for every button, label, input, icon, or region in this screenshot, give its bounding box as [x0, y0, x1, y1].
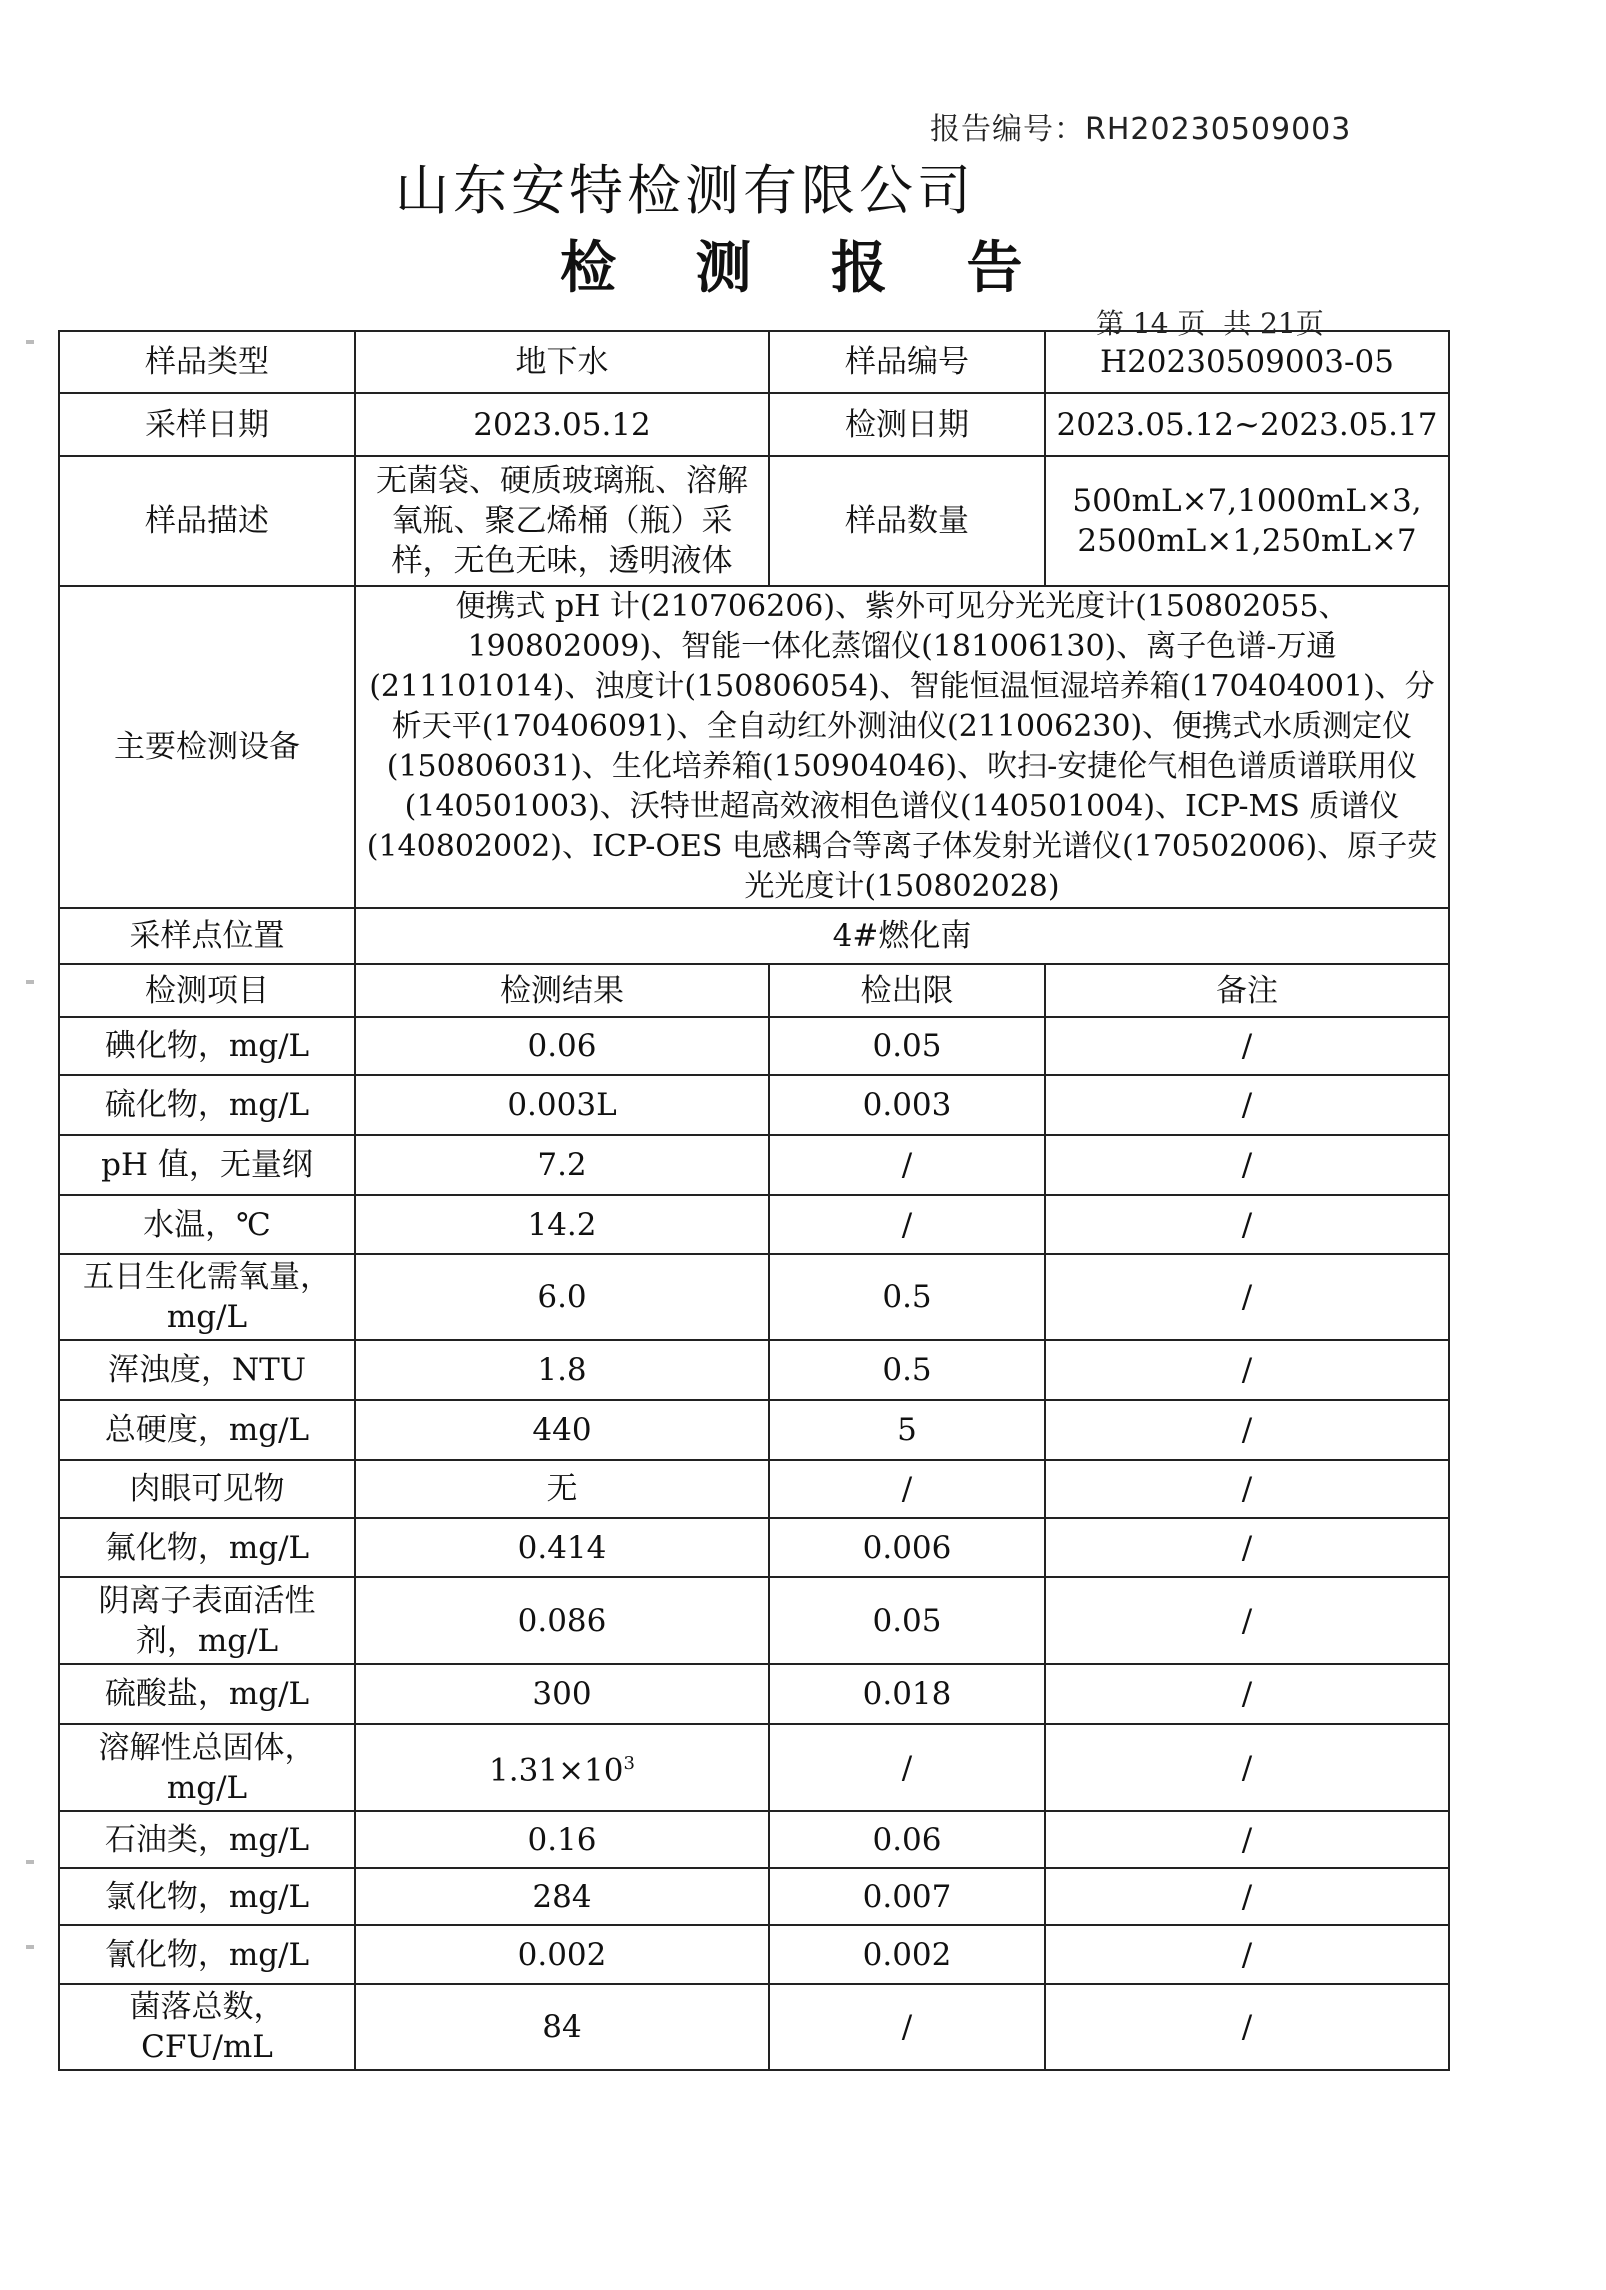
result-base: 1.31×10 — [489, 1752, 624, 1789]
remark: / — [1045, 1135, 1449, 1195]
report-title: 检 测 报 告 — [560, 236, 1053, 301]
detection-limit: / — [769, 1195, 1045, 1254]
test-result: 0.003L — [355, 1075, 769, 1135]
test-result: 0.16 — [355, 1811, 769, 1868]
test-result: 0.086 — [355, 1577, 769, 1664]
report-number: 报告编号：RH20230509003 — [930, 112, 1352, 147]
test-item: pH 值，无量纲 — [59, 1135, 355, 1195]
test-item: 氯化物，mg/L — [59, 1868, 355, 1925]
table-row — [59, 393, 1449, 456]
test-item-line: 阴离子表面活性 — [98, 1582, 316, 1619]
test-result: 300 — [355, 1664, 769, 1724]
test-result — [355, 1724, 769, 1811]
remark: / — [1045, 1340, 1449, 1400]
test-item: 水温，℃ — [59, 1195, 355, 1254]
remark: / — [1045, 1577, 1449, 1664]
company-name: 山东安特检测有限公司 — [395, 159, 975, 222]
test-item — [59, 1577, 355, 1664]
table-row — [59, 1984, 1449, 2070]
table-row — [59, 908, 1449, 964]
test-item: 硫酸盐，mg/L — [59, 1664, 355, 1724]
location-value: 4#燃化南 — [355, 908, 1449, 964]
detection-limit: / — [769, 1724, 1045, 1811]
scan-edge-mark — [26, 1945, 34, 1949]
header-limit: 检出限 — [769, 964, 1045, 1017]
detection-limit: / — [769, 1984, 1045, 2070]
sampling-date-label: 采样日期 — [59, 393, 355, 456]
remark: / — [1045, 1984, 1449, 2070]
table-row — [59, 1577, 1449, 1664]
test-item: 浑浊度，NTU — [59, 1340, 355, 1400]
test-item-line: 菌落总数， — [129, 1989, 285, 2025]
remark: / — [1045, 1195, 1449, 1254]
remark: / — [1045, 1017, 1449, 1075]
remark: / — [1045, 1460, 1449, 1518]
report-table — [58, 330, 1450, 2071]
remark: / — [1045, 1868, 1449, 1925]
sample-type-value: 地下水 — [355, 331, 769, 393]
test-item — [59, 1724, 355, 1811]
sample-qty-label: 样品数量 — [769, 456, 1045, 586]
remark: / — [1045, 1811, 1449, 1868]
header-result: 检测结果 — [355, 964, 769, 1017]
table-row — [59, 1254, 1449, 1340]
remark: / — [1045, 1075, 1449, 1135]
detection-limit: 0.007 — [769, 1868, 1045, 1925]
detection-limit: 0.006 — [769, 1518, 1045, 1577]
test-result: 7.2 — [355, 1135, 769, 1195]
table-row — [59, 1400, 1449, 1460]
table-row — [59, 456, 1449, 586]
sample-qty-value — [1045, 456, 1449, 586]
table-row — [59, 331, 1449, 393]
sample-qty-line: 500mL×7,1000mL×3, — [1072, 483, 1422, 519]
test-item-line: 剂，mg/L — [135, 1622, 279, 1659]
sample-desc-label: 样品描述 — [59, 456, 355, 586]
test-item: 硫化物，mg/L — [59, 1075, 355, 1135]
equipment-value: 便携式 pH 计(210706206)、紫外可见分光光度计(150802055、190802009)、智能一体化蒸馏仪(181006130)、离子色谱-万通(211101014)、浊度计(150806054)、智能恒温恒湿培养箱(170404001)、分析天平(170406091)、全自动红外测油仪(211006230)、便携式水质测定仪(150806031)、生化培养箱(150904046)、吹扫-安捷伦气相色谱质谱联用仪(140501003)、沃特世超高效液相色谱仪(140501004)、ICP-MS 质谱仪(140802002)、ICP-OES 电感耦合等离子体发射光谱仪(170502006)、原子荧光光度计(150802028) — [355, 586, 1449, 908]
remark: / — [1045, 1925, 1449, 1984]
test-item: 石油类，mg/L — [59, 1811, 355, 1868]
test-result: 6.0 — [355, 1254, 769, 1340]
table-row — [59, 1811, 1449, 1868]
detection-limit: 5 — [769, 1400, 1045, 1460]
test-result: 0.06 — [355, 1017, 769, 1075]
table-row — [59, 1664, 1449, 1724]
remark: / — [1045, 1724, 1449, 1811]
scan-edge-mark — [26, 1860, 34, 1864]
remark: / — [1045, 1664, 1449, 1724]
detection-limit: 0.002 — [769, 1925, 1045, 1984]
test-result: 14.2 — [355, 1195, 769, 1254]
header-note: 备注 — [1045, 964, 1449, 1017]
detection-limit: 0.5 — [769, 1254, 1045, 1340]
test-result: 1.8 — [355, 1340, 769, 1400]
test-result: 0.414 — [355, 1518, 769, 1577]
sampling-date-value: 2023.05.12 — [355, 393, 769, 456]
test-item: 碘化物，mg/L — [59, 1017, 355, 1075]
test-result: 无 — [355, 1460, 769, 1518]
test-item — [59, 1984, 355, 2070]
detection-limit: 0.06 — [769, 1811, 1045, 1868]
header-item: 检测项目 — [59, 964, 355, 1017]
test-item-line: CFU/mL — [141, 2029, 273, 2065]
detection-limit: / — [769, 1460, 1045, 1518]
detection-limit: 0.018 — [769, 1664, 1045, 1724]
test-result: 440 — [355, 1400, 769, 1460]
table-row — [59, 1017, 1449, 1075]
detection-limit: 0.05 — [769, 1017, 1045, 1075]
test-result: 84 — [355, 1984, 769, 2070]
detection-limit: 0.05 — [769, 1577, 1045, 1664]
test-item-line: 五日生化需氧量， — [83, 1259, 331, 1295]
sample-no-value: H20230509003-05 — [1045, 331, 1449, 393]
result-exponent: 3 — [623, 1753, 635, 1775]
test-date-label: 检测日期 — [769, 393, 1045, 456]
sample-no-label: 样品编号 — [769, 331, 1045, 393]
test-item-line: mg/L — [166, 1299, 248, 1335]
scan-edge-mark — [26, 340, 34, 344]
test-item: 氟化物，mg/L — [59, 1518, 355, 1577]
results-header-row — [59, 964, 1449, 1017]
table-row — [59, 1925, 1449, 1984]
equipment-label: 主要检测设备 — [59, 586, 355, 908]
table-row — [59, 1460, 1449, 1518]
test-item-line: 溶解性总固体， — [98, 1729, 316, 1766]
detection-limit: 0.5 — [769, 1340, 1045, 1400]
table-row — [59, 1724, 1449, 1811]
table-row — [59, 1518, 1449, 1577]
table-row — [59, 1075, 1449, 1135]
test-item-line: mg/L — [166, 1769, 248, 1806]
test-date-value: 2023.05.12~2023.05.17 — [1045, 393, 1449, 456]
table-row — [59, 1135, 1449, 1195]
test-item: 氰化物，mg/L — [59, 1925, 355, 1984]
table-row — [59, 1868, 1449, 1925]
detection-limit: / — [769, 1135, 1045, 1195]
test-result: 284 — [355, 1868, 769, 1925]
scan-edge-mark — [26, 980, 34, 984]
remark: / — [1045, 1400, 1449, 1460]
remark: / — [1045, 1254, 1449, 1340]
test-item — [59, 1254, 355, 1340]
location-label: 采样点位置 — [59, 908, 355, 964]
test-result: 0.002 — [355, 1925, 769, 1984]
test-item: 肉眼可见物 — [59, 1460, 355, 1518]
test-item: 总硬度，mg/L — [59, 1400, 355, 1460]
sample-qty-line: 2500mL×1,250mL×7 — [1077, 523, 1417, 559]
sample-type-label: 样品类型 — [59, 331, 355, 393]
detection-limit: 0.003 — [769, 1075, 1045, 1135]
remark: / — [1045, 1518, 1449, 1577]
table-row — [59, 1340, 1449, 1400]
table-row — [59, 1195, 1449, 1254]
table-row — [59, 586, 1449, 908]
page-info: 第 14 页 共 21页 — [1096, 307, 1324, 340]
sample-desc-value: 无菌袋、硬质玻璃瓶、溶解氧瓶、聚乙烯桶（瓶）采样，无色无味，透明液体 — [355, 456, 769, 586]
